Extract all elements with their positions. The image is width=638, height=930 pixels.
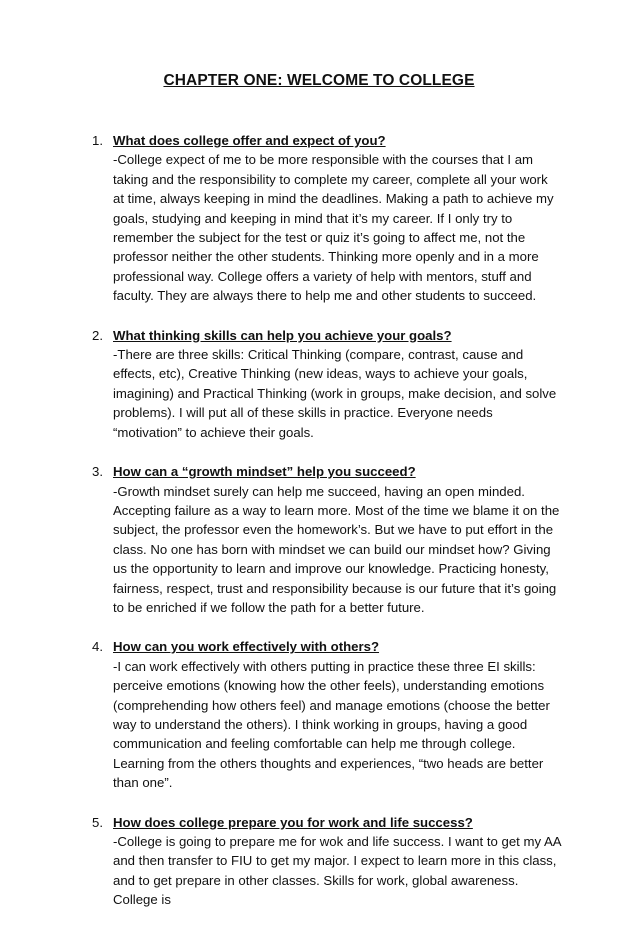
- page-title: CHAPTER ONE: WELCOME TO COLLEGE: [163, 72, 475, 89]
- question-number: 3.: [92, 464, 103, 480]
- question-body: [113, 813, 562, 910]
- answer-text: -Growth mindset surely can help me succeed, having an open minded. Accepting failure as a way to learn more. Most of the time we blame it on the subject, the professor even the homework’s. But we have to put effort in the class. No one has born with mindset we can build our mindset how? Giving us the opportunity to learn and improve our knowledge. Practicing honesty, fairness, respect, trust and responsibility because is our future that it’s going to be enriched if we follow the path for a better future.: [113, 483, 560, 615]
- question-heading: What thinking skills can help you achieve your goals?: [113, 327, 452, 343]
- question-list: [92, 131, 562, 930]
- question-heading: How can a “growth mindset” help you succeed?: [113, 464, 416, 480]
- question-body: [113, 462, 562, 617]
- question-body: [113, 326, 562, 442]
- question-item-5: [92, 813, 562, 910]
- answer-text: -College expect of me to be more responsible with the courses that I am taking and the responsibility to complete my career, complete all your work at time, always keeping in mind the deadlines. Making a path to achieve my goals, studying and keeping in mind that it’s my career. If I only try to remember the subject for the test or quiz it’s going to affect me, not the professor neither the other students. Thinking more openly and in a more professional way. College offers a variety of help with mentors, stuff and faculty. They are always there to help me and other students to succeed.: [113, 152, 554, 304]
- question-body: [113, 131, 562, 306]
- question-item-4: [92, 637, 562, 792]
- question-number: 1.: [92, 133, 103, 148]
- question-item-1: [92, 131, 562, 306]
- answer-text: -There are three skills: Critical Thinking (compare, contrast, cause and effects, etc), Creative Thinking (new ideas, ways to achieve your goals, imagining) and Practical Thinking (work in groups, make decision, and solve problems). I will put all of these skills in practice. Everyone needs “motivation” to achieve their goals.: [113, 347, 557, 440]
- question-item-2: [92, 326, 562, 442]
- question-heading: How can you work effectively with others?: [113, 639, 380, 655]
- question-item-3: [92, 462, 562, 617]
- question-heading: What does college offer and expect of you?: [113, 133, 386, 148]
- question-number: 5.: [92, 814, 103, 830]
- answer-text: -College is going to prepare me for wok and life success. I want to get my AA and then transfer to FIU to get my major. I expect to learn more in this class, and to get prepare in other classes. Skills for work, global awareness. College is: [113, 834, 561, 908]
- question-body: [113, 637, 562, 792]
- question-number: 2.: [92, 327, 103, 343]
- question-number: 4.: [92, 639, 103, 655]
- question-heading: How does college prepare you for work and life success?: [113, 814, 473, 830]
- answer-text: -I can work effectively with others putting in practice these three EI skills: perceive emotions (knowing how the other feels), understanding emotions (comprehending how others feel) and manage emotions (choose the better way to understand the others). I think working in groups, having a good communication and feeling comfortable can help me through college. Learning from the others thoughts and experiences, “two heads are better than one”.: [113, 658, 550, 791]
